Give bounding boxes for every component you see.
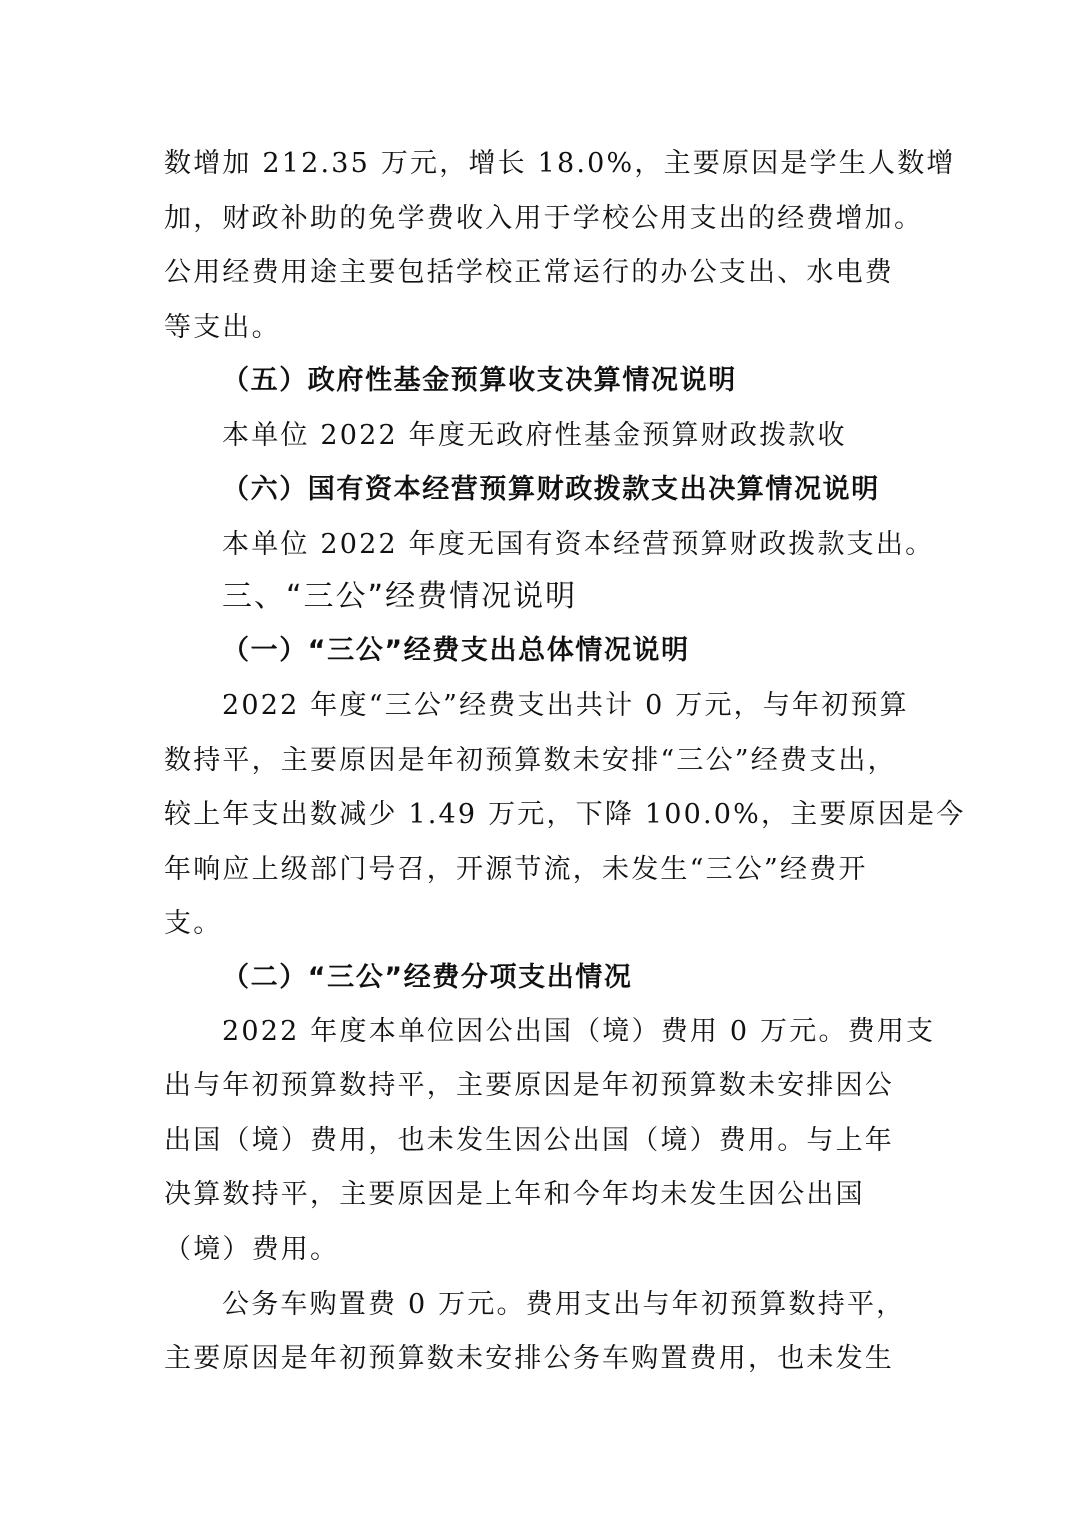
paragraph-line: （境）费用。 <box>164 1234 340 1265</box>
paragraph-line: 数持平，主要原因是年初预算数未安排“三公”经费支出， <box>164 745 897 776</box>
paragraph-line: 加，财政补助的免学费收入用于学校公用支出的经费增加。 <box>164 203 924 234</box>
section-heading-overall: （一）“三公”经费支出总体情况说明 <box>222 635 690 666</box>
section-heading-items: （二）“三公”经费分项支出情况 <box>222 962 633 993</box>
paragraph-line: 本单位 2022 年度无政府性基金预算财政拨款收 <box>222 420 847 451</box>
paragraph-line: 本单位 2022 年度无国有资本经营预算财政拨款支出。 <box>222 529 935 560</box>
paragraph-line: 2022 年度“三公”经费支出共计 0 万元，与年初预算 <box>222 690 909 721</box>
paragraph-line: 等支出。 <box>164 312 281 343</box>
paragraph-line: 2022 年度本单位因公出国（境）费用 0 万元。费用支 <box>222 1016 936 1047</box>
paragraph-line: 主要原因是年初预算数未安排公务车购置费用，也未发生 <box>164 1343 894 1374</box>
paragraph-line: 决算数持平，主要原因是上年和今年均未发生因公出国 <box>164 1179 865 1210</box>
paragraph-line: 出国（境）费用，也未发生因公出国（境）费用。与上年 <box>164 1125 894 1156</box>
chapter-heading-three-public: 三、“三公”经费情况说明 <box>222 579 578 614</box>
paragraph-line: 公用经费用途主要包括学校正常运行的办公支出、水电费 <box>164 257 894 288</box>
paragraph-line: 较上年支出数减少 1.49 万元，下降 100.0%，主要原因是今 <box>164 799 966 830</box>
paragraph-line: 年响应上级部门号召，开源节流，未发生“三公”经费开 <box>164 854 868 885</box>
paragraph-line: 出与年初预算数持平，主要原因是年初预算数未安排因公 <box>164 1070 894 1101</box>
section-heading-state-capital: （六）国有资本经营预算财政拨款支出决算情况说明 <box>222 474 880 505</box>
paragraph-line: 支。 <box>164 908 223 939</box>
section-heading-gov-fund: （五）政府性基金预算收支决算情况说明 <box>222 365 737 396</box>
paragraph-line: 公务车购置费 0 万元。费用支出与年初预算数持平， <box>222 1289 906 1320</box>
paragraph-line: 数增加 212.35 万元，增长 18.0%，主要原因是学生人数增 <box>164 148 956 179</box>
